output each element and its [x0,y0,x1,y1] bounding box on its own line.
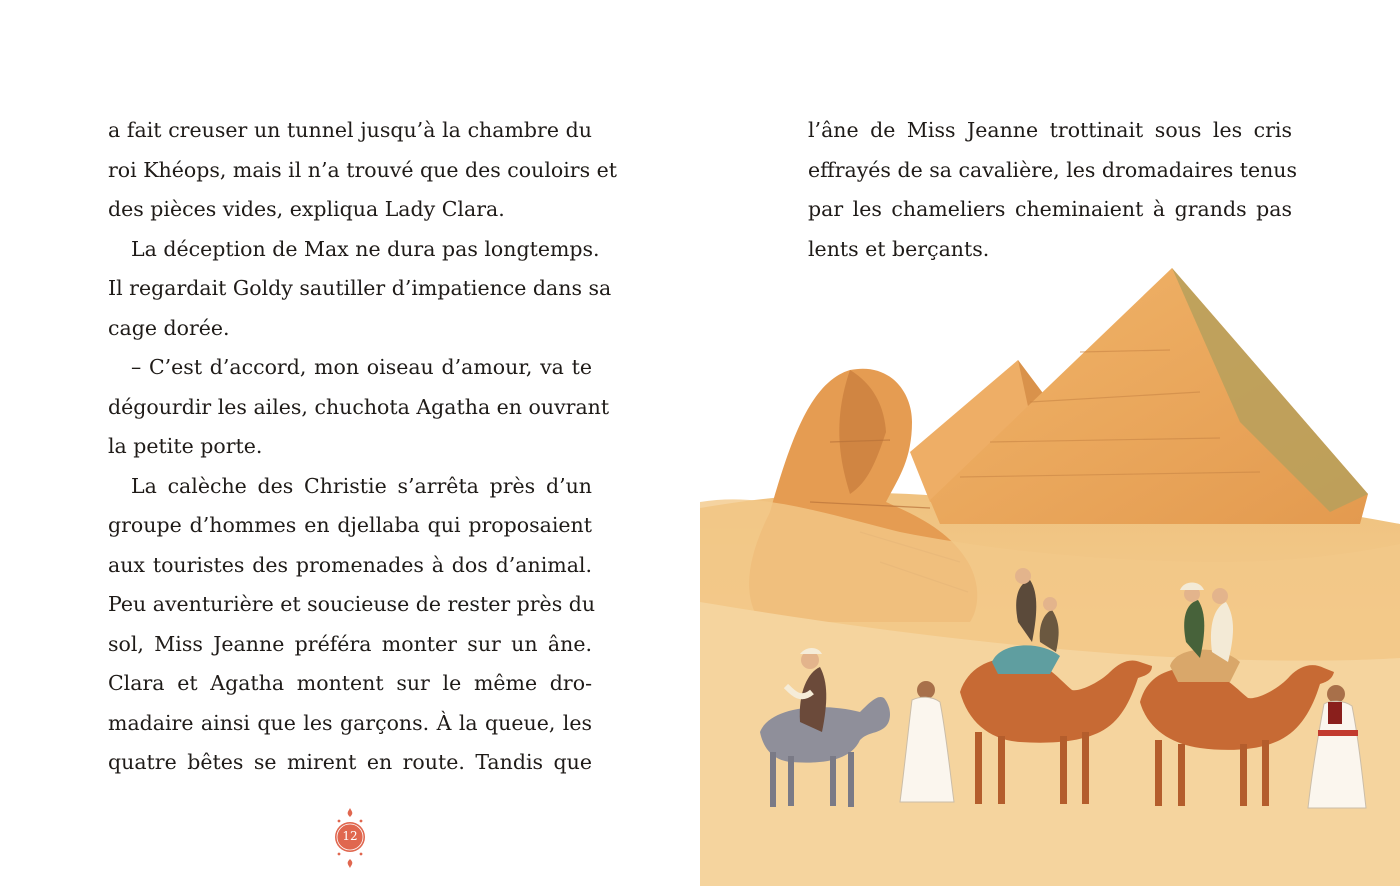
text-line: La calèche des Christie s’arrêta près d’un [131,473,592,498]
text-line: madaire ainsi que les garçons. À la queue, les [108,710,592,735]
left-page-text [108,111,617,783]
text-line: cage dorée. [108,315,230,340]
text-line: aux touristes des promenades à dos d’animal. [108,552,592,577]
text-line: La déception de Max ne dura pas longtemps. [131,236,600,261]
text-line: la petite porte. [108,434,263,458]
text-line: l’âne de Miss Jeanne trottinait sous les cris [808,118,1292,142]
text-line: Il regardait Goldy sautiller d’impatience dans sa [108,276,612,300]
right-page-text [808,111,1298,269]
text-line: Peu aventurière et soucieuse de rester près du [108,592,596,616]
text-line: quatre bêtes se mirent en route. Tandis que [108,750,592,774]
right-page [700,0,1400,886]
text-line: a fait creuser un tunnel jusqu’à la chambre du [108,118,592,142]
text-line: groupe d’hommes en djellaba qui proposaient [108,513,592,537]
desert-illustration [700,262,1400,886]
page-number-label: 12 [342,829,358,843]
page-number [333,808,367,868]
text-line: par les chameliers cheminaient à grands pas [808,197,1292,221]
text-line: lents et berçants. [808,236,990,261]
text-line: sol, Miss Jeanne préféra monter sur un âne. [108,631,592,656]
text-line: Clara et Agatha montent sur le même dro- [108,671,592,695]
text-line: dégourdir les ailes, chuchota Agatha en ouvrant [108,394,610,419]
text-line: effrayés de sa cavalière, les dromadaires tenus [808,157,1298,182]
text-line: roi Khéops, mais il n’a trouvé que des couloirs et [108,157,617,182]
text-line: – C’est d’accord, mon oiseau d’amour, va te [131,355,592,379]
text-line: des pièces vides, expliqua Lady Clara. [108,197,505,221]
